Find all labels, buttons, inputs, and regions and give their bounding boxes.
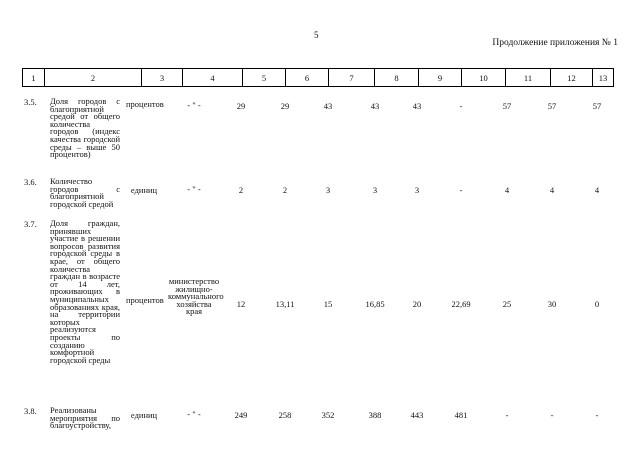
responsible-cell: министерство жилищно-коммунального хозяйства края — [168, 276, 224, 317]
value-cell: 30 — [547, 299, 557, 309]
value-cell: 15 — [323, 299, 333, 309]
value-cell: 4 — [549, 185, 555, 195]
value-cell: 57 — [547, 101, 557, 111]
column-header: 4 — [183, 69, 243, 87]
responsible-cell: - " - — [187, 409, 201, 419]
column-header: 12 — [551, 69, 593, 87]
column-header: 3 — [142, 69, 183, 87]
column-header: 13 — [593, 69, 614, 87]
unit-cell: единиц — [130, 185, 158, 195]
appendix-continuation-note: Продолжение приложения № 1 — [492, 38, 618, 48]
column-header: 8 — [375, 69, 419, 87]
row-number: 3.5. — [24, 97, 37, 107]
unit-cell: единиц — [130, 410, 158, 420]
value-cell: - — [459, 185, 463, 195]
row-number: 3.6. — [24, 177, 37, 187]
indicator-table — [22, 68, 614, 87]
column-header: 11 — [506, 69, 551, 87]
value-cell: 258 — [278, 410, 292, 420]
row-number: 3.8. — [24, 406, 37, 416]
page-number: 5 — [314, 30, 319, 40]
indicator-name: Реализованы мероприятия по благоустройству, — [50, 405, 120, 431]
column-header: 9 — [419, 69, 462, 87]
indicator-name: Доля городов с благоприятной средой от общего количества городов (индекс качества городской среды – выше 50 процентов) — [50, 96, 120, 160]
value-cell: 352 — [321, 410, 335, 420]
unit-cell: процентов — [126, 99, 164, 109]
value-cell: 29 — [236, 101, 246, 111]
responsible-cell: - " - — [187, 100, 201, 110]
value-cell: 388 — [368, 410, 382, 420]
row-number: 3.7. — [24, 219, 37, 229]
value-cell: 3 — [325, 185, 331, 195]
value-cell: 12 — [236, 299, 246, 309]
column-header: 1 — [23, 69, 45, 87]
value-cell: 20 — [412, 299, 422, 309]
column-header: 5 — [243, 69, 286, 87]
unit-cell: процентов — [126, 295, 164, 305]
value-cell: - — [595, 410, 599, 420]
value-cell: 29 — [280, 101, 290, 111]
value-cell: 2 — [282, 185, 288, 195]
value-cell: 4 — [594, 185, 600, 195]
responsible-cell: - " - — [187, 184, 201, 194]
column-header: 10 — [462, 69, 506, 87]
value-cell: 13,11 — [275, 299, 295, 309]
value-cell: 43 — [323, 101, 333, 111]
value-cell: 481 — [454, 410, 468, 420]
value-cell: 2 — [238, 185, 244, 195]
value-cell: 4 — [504, 185, 510, 195]
column-header: 7 — [329, 69, 375, 87]
value-cell: 3 — [414, 185, 420, 195]
value-cell: 249 — [234, 410, 248, 420]
value-cell: 22,69 — [451, 299, 471, 309]
value-cell: - — [550, 410, 554, 420]
value-cell: 57 — [502, 101, 512, 111]
value-cell: - — [505, 410, 509, 420]
value-cell: 16,85 — [365, 299, 385, 309]
column-number-header-row — [23, 69, 614, 87]
value-cell: 443 — [410, 410, 424, 420]
value-cell: 3 — [372, 185, 378, 195]
value-cell: - — [459, 101, 463, 111]
value-cell: 25 — [502, 299, 512, 309]
value-cell: 43 — [370, 101, 380, 111]
column-header: 6 — [286, 69, 329, 87]
column-header: 2 — [45, 69, 142, 87]
indicator-name: Доля граждан, принявших участие в решении вопросов развития городской среды в крае, от общего количества граждан в возрасте от 14 лет, проживающих в муниципальных образованиях края, на территории которых реализуются проекты по созданию комфортной городской среды — [50, 218, 120, 365]
value-cell: 0 — [594, 299, 600, 309]
value-cell: 43 — [412, 101, 422, 111]
indicator-name: Количество городов с благоприятной городской средой — [50, 176, 120, 209]
value-cell: 57 — [592, 101, 602, 111]
